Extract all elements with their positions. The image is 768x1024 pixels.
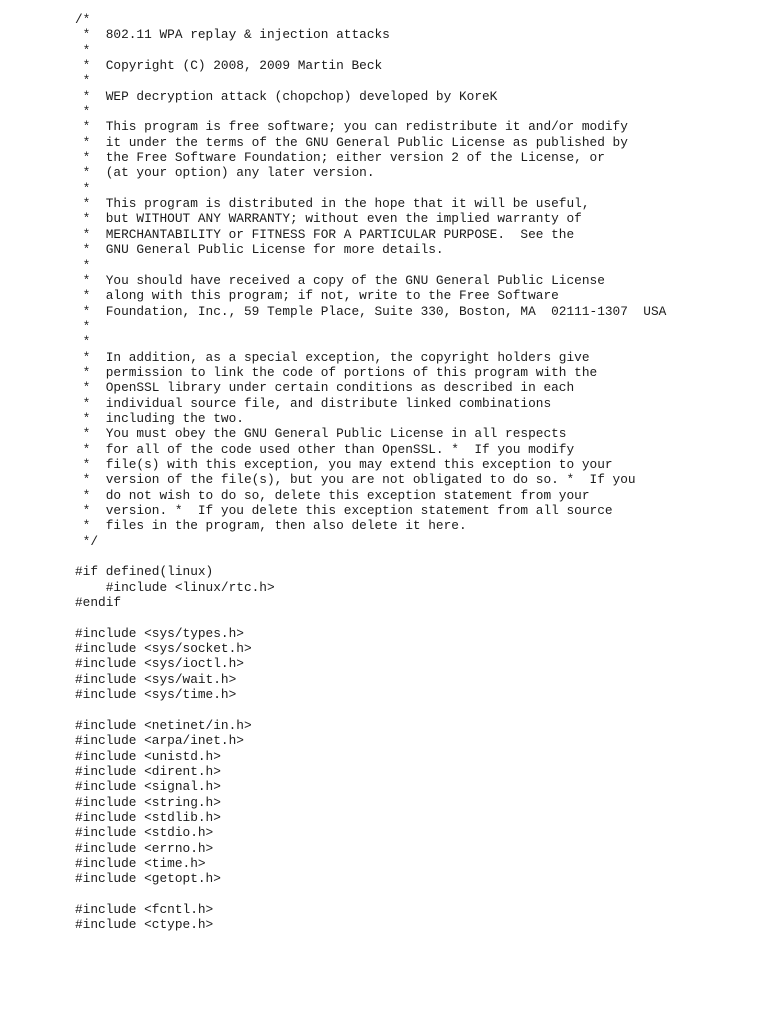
code-line <box>75 610 755 625</box>
code-line: * <box>75 318 91 334</box>
code-line: * Copyright (C) 2008, 2009 Martin Beck <box>75 58 383 74</box>
code-line: * 802.11 WPA replay & injection attacks <box>75 27 390 43</box>
code-line: #include <fcntl.h> <box>75 901 214 917</box>
code-line: * MERCHANTABILITY or FITNESS FOR A PARTICULAR PURPOSE. See the <box>75 226 575 242</box>
code-line: #include <stdio.h> <box>75 825 214 841</box>
code-line: * version of the file(s), but you are not obligated to do so. * If you <box>75 472 636 488</box>
code-line: * files in the program, then also delete it here. <box>75 518 467 534</box>
code-line: * do not wish to do so, delete this exception statement from your <box>75 487 590 503</box>
code-line: /* <box>75 12 91 27</box>
code-line: #include <netinet/in.h> <box>75 717 252 733</box>
code-line: #include <sys/time.h> <box>75 687 237 703</box>
code-line: * Foundation, Inc., 59 Temple Place, Suite 330, Boston, MA 02111-1307 USA <box>75 303 667 319</box>
code-line: * permission to link the code of portions of this program with the <box>75 364 598 380</box>
code-line: #include <dirent.h> <box>75 763 221 779</box>
code-line: * <box>75 73 91 89</box>
code-line: * This program is distributed in the hope that it will be useful, <box>75 196 590 212</box>
code-line: * <box>75 257 91 273</box>
code-line: * This program is free software; you can redistribute it and/or modify <box>75 119 628 135</box>
code-line: * including the two. <box>75 410 244 426</box>
code-line: #include <stdlib.h> <box>75 809 221 825</box>
code-line: * <box>75 334 91 350</box>
code-line: #include <time.h> <box>75 855 206 871</box>
code-line: * it under the terms of the GNU General Public License as published by <box>75 134 628 150</box>
code-line: #include <sys/wait.h> <box>75 671 237 687</box>
code-line: * version. * If you delete this exception statement from all source <box>75 503 613 518</box>
code-document <box>75 12 755 933</box>
code-line: #include <signal.h> <box>75 779 221 795</box>
code-line: * for all of the code used other than OpenSSL. * If you modify <box>75 441 575 457</box>
code-line: * You should have received a copy of the GNU General Public License <box>75 272 605 288</box>
code-line: #include <arpa/inet.h> <box>75 733 244 749</box>
code-line: #include <sys/ioctl.h> <box>75 656 244 672</box>
code-line: #include <unistd.h> <box>75 748 221 764</box>
code-line: #include <string.h> <box>75 794 221 810</box>
code-line: * file(s) with this exception, you may extend this exception to your <box>75 456 613 472</box>
code-line: */ <box>75 533 99 549</box>
code-line: * but WITHOUT ANY WARRANTY; without even the implied warranty of <box>75 211 582 227</box>
code-line: * <box>75 42 91 58</box>
code-line: * individual source file, and distribute linked combinations <box>75 395 552 411</box>
code-line: #include <getopt.h> <box>75 871 221 887</box>
code-line: * <box>75 104 91 120</box>
code-line: * OpenSSL library under certain conditions as described in each <box>75 380 575 396</box>
code-line: * In addition, as a special exception, the copyright holders give <box>75 349 590 365</box>
code-line: * <box>75 180 91 196</box>
code-line <box>75 549 755 564</box>
code-line: * You must obey the GNU General Public License in all respects <box>75 426 567 442</box>
code-line: #endif <box>75 595 122 611</box>
code-line: * GNU General Public License for more details. <box>75 242 444 258</box>
code-line: #if defined(linux) <box>75 564 214 580</box>
code-line <box>75 887 755 902</box>
code-line: * along with this program; if not, write to the Free Software <box>75 288 559 304</box>
code-line: #include <sys/types.h> <box>75 625 244 641</box>
code-line: #include <ctype.h> <box>75 917 214 933</box>
code-line: * (at your option) any later version. <box>75 165 375 181</box>
code-line: * the Free Software Foundation; either version 2 of the License, or <box>75 150 605 166</box>
code-line: #include <linux/rtc.h> <box>75 579 275 595</box>
code-line: * WEP decryption attack (chopchop) developed by KoreK <box>75 88 498 104</box>
code-line: #include <sys/socket.h> <box>75 641 252 657</box>
code-line <box>75 702 755 717</box>
code-line: #include <errno.h> <box>75 840 214 856</box>
